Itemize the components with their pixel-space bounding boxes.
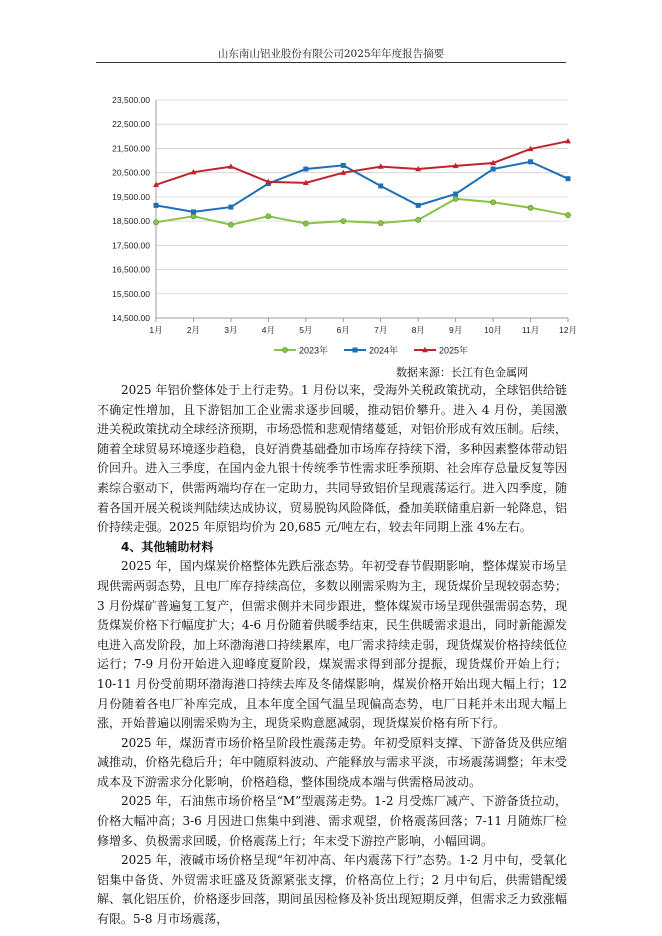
x-tick-label: 7月 [374, 325, 388, 335]
x-tick-label: 8月 [411, 325, 425, 335]
y-tick-label: 14,500.00 [112, 313, 150, 323]
data-point-2023 [528, 205, 533, 210]
section-heading: 4、其他辅助材料 [121, 539, 214, 554]
data-point-2024 [303, 167, 308, 172]
y-tick-label: 20,500.00 [112, 167, 150, 178]
aluminum-price-paragraph: 2025 年铝价整体处于上行走势。1 月份以来，受海外关税政策扰动，全球铝供给链不确定性增加，且下游铝加工企业需求逐步回暖，推动铝价攀升。进入 4 月份，美国激进关税政策扰动全球经济预期，市场恐慌和悲观情绪蔓延，对铝价形成有效压制。后续，随着全球贸易环境逐步趋稳，良好消费基础叠加市场库存持续下滑，多种因素整体带动铝价回升。进入三季度，在国内金九银十传统季节性需求旺季预期、社会库存总量反复等因素综合驱动下，供需两端均存在一定助力，共同导致铝价呈现震荡运行。进入四季度，随着各国开展关税谈判陆续达成协议，贸易脱钩风险降低，叠加美联储重启新一轮降息，铝价持续走强。2025 年原铝均价为 20,685 元/吨左右，较去年同期上涨 4%左右。 [97, 383, 567, 535]
data-point-2023 [378, 220, 383, 225]
legend-marker-2024 [353, 348, 358, 353]
data-point-2023 [228, 222, 233, 227]
chart-source-note: 数据来源：长江有色金属网 [396, 366, 528, 379]
chart-series [153, 138, 571, 227]
x-tick-label: 3月 [224, 325, 238, 335]
data-point-2024 [341, 163, 346, 168]
data-point-2023 [490, 200, 495, 205]
y-tick-label: 19,500.00 [112, 191, 150, 202]
y-tick-label: 21,500.00 [112, 143, 150, 154]
petroleum-coke-paragraph: 2025 年，石油焦市场价格呈“M”型震荡走势。1-2 月受炼厂减产、下游备货拉动，价格大幅冲高；3-6 月因进口焦集中到港、需求观望，价格震荡回落；7-11 月随炼厂检修增多、负极需求回暖，价格震荡上行；年末受下游控产影响，小幅回调。 [97, 794, 567, 848]
chart-legend [274, 345, 468, 356]
series-line-2025 [156, 141, 568, 185]
y-tick-label: 16,500.00 [112, 264, 150, 275]
legend-label-2025: 2025年 [439, 345, 469, 356]
x-tick-label: 4月 [261, 325, 275, 335]
page-header-title: 山东南山铝业股份有限公司2025年年度报告摘要 [217, 48, 445, 60]
data-point-2023 [191, 214, 196, 219]
data-point-2023 [153, 220, 158, 225]
coal-price-paragraph: 2025 年，国内煤炭价格整体先跌后涨态势。年初受春节假期影响，整体煤炭市场呈现供需两弱态势，且电厂库存持续高位，多数以刚需采购为主，现货煤价呈现较弱态势；3 月份煤矿普遍复工复产，但需求侧并未同步跟进，整体煤炭市场呈现供强需弱态势，现货煤炭价格下行幅度扩大；4-6 月份随着供暖季结束，民生供暖需求退出，同时新能源发电进入高发阶段，加上环渤海港口持续累库，电厂需求持续走弱，现货煤炭价格持续低位运行；7-9 月份开始进入迎峰度夏阶段，煤炭需求得到部分提振，现货煤价开始上行；10-11 月份受前期环渤海港口持续去库及冬储煤影响，煤炭价格开始出现大幅上行；12 月份随着各电厂补库完成，且本年度全国气温呈现偏高态势，电厂日耗并未出现大幅上涨，开始普遍以刚需采购为主，现货采购意愿减弱，现货煤炭价格有所下行。 [97, 559, 567, 731]
aluminum-price-chart [98, 84, 584, 362]
data-point-2023 [266, 214, 271, 219]
data-point-2023 [453, 196, 458, 201]
caustic-soda-paragraph: 2025 年，液碱市场价格呈现“年初冲高、年内震荡下行”态势。1-2 月中旬，受氧化铝集中备货、外贸需求旺盛及货源紧张支撑，价格高位上行；2 月中旬后，供需错配缓解、氧化铝压价，价格逐步回落，期间虽因检修及补货出现短期反弹，但需求乏力致涨幅有限。5-8 月市场震荡， [97, 853, 567, 927]
coal-pitch-paragraph: 2025 年，煤沥青市场价格呈阶段性震荡走势。年初受原料支撑、下游备货及供应缩减推动，价格先稳后升；年中随原料波动、产能释放与需求平淡，市场震荡调整；年末受成本及下游需求分化影响，价格趋稳，整体围绕成本端与供需格局波动。 [97, 735, 567, 789]
x-tick-label: 9月 [449, 325, 463, 335]
y-tick-label: 22,500.00 [112, 119, 150, 130]
report-body [97, 381, 567, 930]
data-point-2024 [491, 167, 496, 172]
x-tick-label: 6月 [336, 325, 350, 335]
header-divider [96, 62, 566, 63]
y-tick-label: 15,500.00 [112, 288, 150, 299]
y-tick-label: 18,500.00 [112, 216, 150, 227]
x-tick-label: 12月 [559, 325, 577, 335]
data-point-2023 [341, 219, 346, 224]
x-tick-label: 1月 [149, 325, 163, 335]
data-point-2024 [191, 209, 196, 214]
data-point-2024 [528, 159, 533, 164]
legend-label-2024: 2024年 [369, 345, 399, 356]
data-point-2024 [416, 203, 421, 208]
chart-axes [112, 95, 577, 335]
data-point-2024 [228, 205, 233, 210]
data-point-2023 [565, 212, 570, 217]
data-point-2024 [453, 191, 458, 196]
y-tick-label: 17,500.00 [112, 240, 150, 251]
data-point-2024 [566, 176, 571, 181]
data-point-2024 [378, 183, 383, 188]
x-tick-label: 2月 [186, 325, 201, 335]
x-tick-label: 5月 [299, 325, 313, 335]
data-point-2023 [416, 217, 421, 222]
x-tick-label: 11月 [521, 325, 540, 335]
x-tick-label: 10月 [484, 325, 503, 335]
legend-marker-2023 [282, 347, 287, 352]
data-point-2023 [303, 221, 308, 226]
y-tick-label: 23,500.00 [112, 95, 150, 105]
data-point-2024 [154, 203, 159, 208]
legend-label-2023: 2023年 [299, 345, 329, 356]
